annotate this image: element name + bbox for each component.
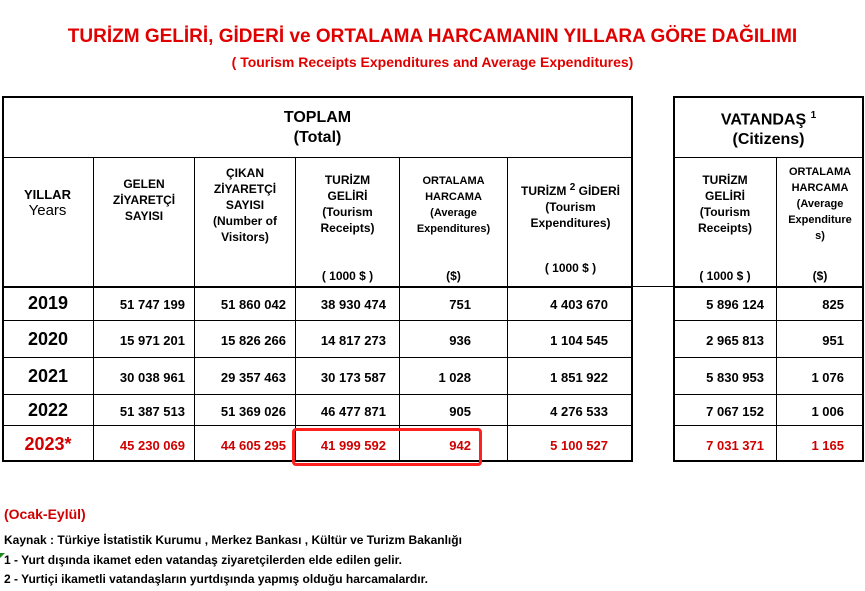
c-receipts-cell: 7 031 371 [706, 438, 764, 453]
exp-h1b: GİDERİ [578, 183, 620, 198]
receipts-header [296, 168, 399, 240]
total-header-tr: TOPLAM [283, 109, 352, 126]
citizens-header-tr-wrap [721, 106, 816, 130]
source-note: Kaynak : Türkiye İstatistik Kurumu , Merkez Bankası , Kültür ve Turizm Bakanlığı [4, 533, 462, 547]
exp-cell: 1 851 922 [550, 370, 608, 385]
citizens-sup: 1 [810, 109, 817, 121]
receipts-h2: GELİRİ [327, 189, 368, 203]
year-cell: 2020 [27, 329, 69, 349]
citizens-header-en: (Citizens) [732, 131, 805, 149]
receipts-cell: 46 477 871 [320, 404, 386, 419]
c-avg-h2: HARCAMA [791, 182, 849, 194]
c-avg-h1: ORTALAMA [788, 166, 852, 178]
receipts-cell: 30 173 587 [320, 370, 386, 385]
arriving-h2: ZİYARETÇİ [112, 193, 176, 207]
avg-cell: 1 028 [438, 370, 471, 385]
avg-h3: (Average [430, 207, 477, 219]
avg-cell: 936 [449, 333, 471, 348]
citizens-header-tr: VATANDAŞ [720, 111, 807, 129]
c-receipts-h4: Receipts) [697, 221, 753, 235]
exp-cell: 4 276 533 [550, 404, 608, 419]
total-header [2, 106, 633, 150]
total-header-en: (Total) [293, 129, 342, 146]
avg-h2: HARCAMA [425, 191, 482, 203]
arriving-cell: 30 038 961 [119, 370, 185, 385]
c-avg-header [777, 162, 863, 246]
footnote-2: 2 - Yurtiçi ikametli vatandaşların yurtdışında yapmış olduğu harcamalardır. [4, 572, 428, 586]
receipts-cell: 14 817 273 [320, 333, 386, 348]
c-avg-cell: 1 006 [811, 404, 844, 419]
avg-h1: ORTALAMA [422, 175, 485, 187]
arriving-cell: 51 387 513 [119, 404, 185, 419]
c-receipts-cell: 5 830 953 [706, 370, 764, 385]
departing-h4: (Number of [213, 214, 277, 228]
receipts-h3: (Tourism [322, 205, 373, 219]
avg-cell: 905 [449, 404, 471, 419]
c-receipts-h2: GELİRİ [704, 189, 745, 203]
exp-sup: 2 [569, 181, 576, 193]
arriving-cell: 51 747 199 [119, 297, 185, 312]
exp-h1a: TURİZM [521, 183, 567, 198]
avg-cell: 942 [449, 438, 471, 453]
c-receipts-unit: ( 1000 $ ) [699, 269, 751, 283]
c-receipts-cell: 5 896 124 [706, 297, 764, 312]
c-avg-unit: ($) [812, 269, 828, 283]
highlight-box [292, 428, 482, 466]
c-avg-cell: 1 165 [811, 438, 844, 453]
c-avg-cell: 951 [822, 333, 844, 348]
c-avg-h3: (Average [796, 198, 844, 210]
departing-header [195, 160, 295, 250]
arriving-h3: SAYISI [124, 209, 164, 223]
arriving-header [94, 175, 194, 225]
arriving-cell: 45 230 069 [119, 438, 185, 453]
exp-h2: (Tourism [545, 199, 596, 214]
receipts-cell: 41 999 592 [320, 438, 386, 453]
year-cell: 2022 [27, 400, 69, 420]
exp-unit: ( 1000 $ ) [544, 261, 597, 275]
departing-cell: 29 357 463 [220, 370, 286, 385]
years-header [2, 183, 93, 223]
c-receipts-cell: 7 067 152 [706, 404, 764, 419]
exp-h3: Expenditures) [530, 215, 611, 230]
avg-unit: ($) [446, 269, 461, 283]
arriving-cell: 15 971 201 [119, 333, 185, 348]
departing-h5: Visitors) [221, 230, 269, 244]
year-cell: 2019 [27, 293, 69, 313]
c-receipts-header [674, 168, 776, 240]
c-avg-cell: 1 076 [811, 370, 844, 385]
c-avg-cell: 825 [822, 297, 844, 312]
c-avg-h4: Expenditure [788, 214, 852, 226]
exp-cell: 5 100 527 [550, 438, 608, 453]
c-avg-h5: s) [815, 230, 825, 242]
departing-h1: ÇIKAN [226, 166, 264, 180]
period-note: (Ocak-Eylül) [4, 506, 86, 522]
exp-cell: 4 403 670 [550, 297, 608, 312]
departing-cell: 15 826 266 [220, 333, 286, 348]
receipts-cell: 38 930 474 [320, 297, 386, 312]
departing-cell: 51 369 026 [220, 404, 286, 419]
c-receipts-cell: 2 965 813 [706, 333, 764, 348]
page-title: TURİZM GELİRİ, GİDERİ ve ORTALAMA HARCAMANIN YILLARA GÖRE DAĞILIMI [67, 26, 798, 47]
citizens-header [673, 106, 864, 150]
departing-h2: ZİYARETÇİ [213, 182, 277, 196]
c-receipts-h3: (Tourism [699, 205, 751, 219]
page-subtitle: ( Tourism Receipts Expenditures and Average Expenditures) [231, 54, 634, 70]
departing-cell: 44 605 295 [220, 438, 286, 453]
year-cell: 2021 [27, 366, 69, 386]
year-cell: 2023* [24, 434, 72, 454]
avg-cell: 751 [449, 297, 471, 312]
exp-cell: 1 104 545 [550, 333, 608, 348]
receipts-h1: TURİZM [324, 173, 371, 187]
years-header-en: Years [28, 202, 67, 219]
receipts-unit: ( 1000 $ ) [321, 269, 374, 283]
receipts-h4: Receipts) [320, 221, 375, 235]
departing-h3: SAYISI [225, 198, 265, 212]
years-header-tr: YILLAR [24, 187, 71, 202]
departing-cell: 51 860 042 [220, 297, 286, 312]
avg-h4: Expenditures) [416, 223, 491, 235]
footnote-1: 1 - Yurt dışında ikamet eden vatandaş ziyaretçilerden elde edilen gelir. [4, 553, 402, 567]
exp-header [508, 172, 633, 238]
exp-h1-wrap [521, 180, 620, 199]
arriving-h1: GELEN [123, 177, 165, 191]
avg-header [400, 172, 507, 238]
c-receipts-h1: TURİZM [702, 173, 748, 187]
